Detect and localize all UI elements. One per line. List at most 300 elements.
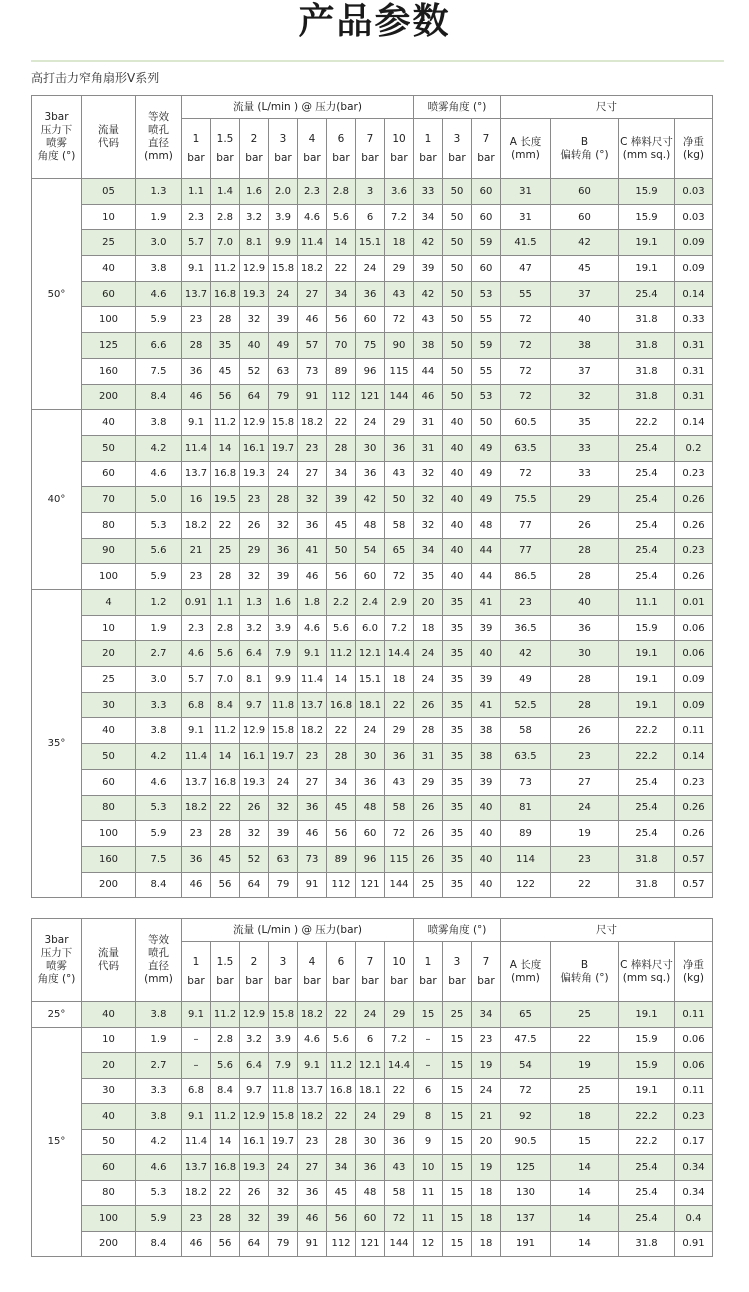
table-cell: 24 (356, 256, 385, 282)
table-cell: 1.1 (211, 590, 240, 616)
table-cell: 3.8 (136, 256, 182, 282)
table-cell: 23 (501, 590, 551, 616)
table-cell: 38 (551, 333, 619, 359)
table-cell: 73 (298, 846, 327, 872)
table-cell: 26 (240, 795, 269, 821)
table-cell: 34 (472, 1002, 501, 1028)
table-cell: 90 (82, 538, 136, 564)
table-row (32, 204, 713, 230)
table-cell: 16.8 (211, 769, 240, 795)
table-cell: 35 (443, 795, 472, 821)
table-cell: 20 (82, 1053, 136, 1079)
table-cell: 49 (472, 487, 501, 513)
table-cell: 160 (82, 358, 136, 384)
spray-group-header: 喷雾角度 (°) (414, 919, 501, 942)
flow-pressure-header (327, 119, 356, 179)
table-cell: 0.31 (675, 384, 713, 410)
pressure-value: 6 (337, 132, 345, 145)
table-cell: 46 (182, 872, 211, 898)
table-cell: 18.2 (298, 1002, 327, 1028)
table-row (32, 384, 713, 410)
table-cell: 15.9 (619, 1053, 675, 1079)
table-cell: 2.8 (211, 204, 240, 230)
table-cell: 5.9 (136, 821, 182, 847)
dim-c-header-line: C 棒料尺寸 (620, 135, 673, 148)
table-cell: 60 (356, 564, 385, 590)
table-cell: 35 (443, 615, 472, 641)
table-cell: 12.9 (240, 256, 269, 282)
table-cell: 63.5 (501, 744, 551, 770)
table-cell: 20 (82, 641, 136, 667)
table-cell: 72 (385, 564, 414, 590)
table-cell: 39 (269, 564, 298, 590)
table-cell: 48 (356, 1180, 385, 1206)
table-cell: 8.4 (136, 1231, 182, 1257)
table-cell: 35 (211, 333, 240, 359)
orifice-header-line: 等效 (148, 934, 169, 946)
table-cell: 144 (385, 1231, 414, 1257)
table-cell: 12.9 (240, 1002, 269, 1028)
table-cell: 5.6 (327, 204, 356, 230)
table-cell: 6.8 (182, 692, 211, 718)
table-cell: 114 (501, 846, 551, 872)
table-cell: 6.4 (240, 641, 269, 667)
table-cell: 63.5 (501, 435, 551, 461)
angle-header-line: 角度 (°) (37, 150, 76, 162)
table-cell: 24 (356, 718, 385, 744)
table-cell: 16.1 (240, 744, 269, 770)
table-cell: 39 (414, 256, 443, 282)
table-cell: 22 (211, 795, 240, 821)
table-cell: 12.9 (240, 1104, 269, 1130)
table-cell: 19.1 (619, 1078, 675, 1104)
table-cell: 0.57 (675, 872, 713, 898)
table-cell: 46 (182, 384, 211, 410)
table-cell: 0.09 (675, 230, 713, 256)
table-cell: 122 (501, 872, 551, 898)
table-cell: 75.5 (501, 487, 551, 513)
table-cell: 23 (182, 821, 211, 847)
table-cell: 8 (414, 1104, 443, 1130)
orifice-header (136, 919, 182, 1002)
table-cell: 22 (385, 1078, 414, 1104)
table-cell: 0.06 (675, 1027, 713, 1053)
table-cell: 115 (385, 358, 414, 384)
table-cell: 9.1 (182, 1104, 211, 1130)
table-cell: 23 (182, 564, 211, 590)
table-cell: 24 (356, 1104, 385, 1130)
table-cell: 54 (501, 1053, 551, 1079)
table-cell: 35 (443, 872, 472, 898)
table-cell: 11 (414, 1206, 443, 1232)
table-cell: 19.1 (619, 256, 675, 282)
table-row (32, 461, 713, 487)
table-row (32, 487, 713, 513)
code-header-line: 流量 (98, 947, 119, 959)
table-cell: 0.34 (675, 1180, 713, 1206)
table-cell: 19.5 (211, 487, 240, 513)
table-cell: 18 (414, 615, 443, 641)
table-row (32, 718, 713, 744)
table-cell: 27 (298, 281, 327, 307)
table-cell: 44 (472, 564, 501, 590)
table-cell: 5.3 (136, 1180, 182, 1206)
table-cell: 0.17 (675, 1129, 713, 1155)
table-cell: 24 (269, 281, 298, 307)
table-cell: 25 (551, 1078, 619, 1104)
table-cell: 121 (356, 1231, 385, 1257)
table-cell: 36 (182, 846, 211, 872)
table-cell: 19.1 (619, 667, 675, 693)
table-cell: 4.6 (136, 1155, 182, 1181)
table-cell: 72 (385, 1206, 414, 1232)
table-cell: 21 (182, 538, 211, 564)
table-cell: 36 (269, 538, 298, 564)
table-cell: 55 (501, 281, 551, 307)
table-row (32, 1078, 713, 1104)
table-cell: 2.8 (211, 615, 240, 641)
pressure-unit: bar (216, 974, 234, 987)
table-cell: 125 (82, 333, 136, 359)
table-cell: 36 (298, 795, 327, 821)
spray-pressure-header (443, 119, 472, 179)
table-cell: 3.8 (136, 1002, 182, 1028)
table-cell: 40 (443, 538, 472, 564)
table-cell: 36 (356, 461, 385, 487)
table-row (32, 1053, 713, 1079)
pressure-value: 10 (392, 132, 406, 145)
table-cell: 36 (385, 744, 414, 770)
table-cell: 33 (551, 435, 619, 461)
table-cell: 0.23 (675, 461, 713, 487)
flow-pressure-header (240, 119, 269, 179)
table-cell: 15.8 (269, 256, 298, 282)
table-cell: 0.57 (675, 846, 713, 872)
table-cell: 3.8 (136, 1104, 182, 1130)
table-row (32, 538, 713, 564)
table-cell: 18.1 (356, 1078, 385, 1104)
pressure-unit: bar (187, 151, 205, 164)
table-cell: 23 (298, 1129, 327, 1155)
table-cell: 200 (82, 384, 136, 410)
table-cell: 112 (327, 1231, 356, 1257)
spray-pressure-header (443, 942, 472, 1002)
table-cell: 4 (82, 590, 136, 616)
table-cell: 56 (327, 564, 356, 590)
table-cell: 31 (414, 744, 443, 770)
header-row-group (32, 919, 713, 942)
table-cell: 40 (443, 435, 472, 461)
table-cell: 50 (472, 410, 501, 436)
table-cell: 0.33 (675, 307, 713, 333)
table-cell: 3.6 (385, 179, 414, 205)
spray-angle-cell: 25° (32, 1002, 82, 1028)
table-cell: 44 (414, 358, 443, 384)
pressure-value: 1 (424, 955, 432, 968)
table-cell: 64 (240, 872, 269, 898)
pressure-value: 1 (192, 955, 200, 968)
table-cell: 60 (356, 821, 385, 847)
table-cell: 47 (501, 256, 551, 282)
table-cell: 112 (327, 872, 356, 898)
flow-pressure-header (182, 942, 211, 1002)
table-cell: 50 (443, 256, 472, 282)
pressure-unit: bar (477, 974, 495, 987)
table-cell: 20 (414, 590, 443, 616)
table-cell: 8.4 (136, 384, 182, 410)
flow-pressure-header (269, 942, 298, 1002)
table-cell: 19.1 (619, 230, 675, 256)
table-cell: 19 (472, 1053, 501, 1079)
table-cell: 5.3 (136, 795, 182, 821)
table-cell: 7.2 (385, 615, 414, 641)
table-cell: 31.8 (619, 384, 675, 410)
orifice-header-line: 直径 (148, 960, 169, 972)
table-cell: 0.14 (675, 281, 713, 307)
pressure-unit: bar (187, 974, 205, 987)
table-cell: 53 (472, 281, 501, 307)
table-cell: 30 (356, 744, 385, 770)
table-cell: 32 (298, 487, 327, 513)
table-row (32, 769, 713, 795)
table-cell: 22 (385, 692, 414, 718)
flow-pressure-header (356, 119, 385, 179)
table-cell: 19.7 (269, 1129, 298, 1155)
table-cell: 22 (211, 1180, 240, 1206)
table-cell: 3.3 (136, 1078, 182, 1104)
table-cell: 0.14 (675, 410, 713, 436)
table-cell: 15 (551, 1129, 619, 1155)
table-cell: 91 (298, 872, 327, 898)
table-cell: 91 (298, 384, 327, 410)
table-cell: 25.4 (619, 564, 675, 590)
table-row (32, 410, 713, 436)
table-cell: 50 (443, 179, 472, 205)
table-cell: 32 (414, 487, 443, 513)
table-cell: 9.1 (182, 256, 211, 282)
flow-group-header: 流量 (L/min ) @ 压力(bar) (182, 96, 414, 119)
table-cell: 11.2 (211, 256, 240, 282)
table-cell: 42 (414, 230, 443, 256)
table-cell: 19.1 (619, 641, 675, 667)
table-cell: 15 (443, 1053, 472, 1079)
table-cell: 91 (298, 1231, 327, 1257)
table-cell: 36 (356, 281, 385, 307)
table-cell: 14 (551, 1206, 619, 1232)
table-cell: 45 (551, 256, 619, 282)
angle-header-line: 3bar (44, 111, 69, 123)
table-cell: 39 (472, 769, 501, 795)
table-cell: 65 (501, 1002, 551, 1028)
table-cell: 1.9 (136, 1027, 182, 1053)
table-cell: 56 (327, 1206, 356, 1232)
table-cell: 50 (385, 487, 414, 513)
pressure-value: 3 (279, 955, 287, 968)
table-cell: 89 (327, 846, 356, 872)
table-cell: 2.4 (356, 590, 385, 616)
header-row-group (32, 96, 713, 119)
pressure-value: 4 (308, 132, 316, 145)
table-cell: 2.7 (136, 1053, 182, 1079)
table-cell: 60 (82, 461, 136, 487)
table-row (32, 795, 713, 821)
table-cell: 0.26 (675, 795, 713, 821)
table-cell: 0.03 (675, 179, 713, 205)
table-cell: 29 (385, 718, 414, 744)
table-cell: 29 (385, 1104, 414, 1130)
table-cell: 11.4 (182, 435, 211, 461)
table-cell: 18.2 (182, 1180, 211, 1206)
table-cell: 24 (356, 1002, 385, 1028)
table-cell: 2.2 (327, 590, 356, 616)
table-cell: 191 (501, 1231, 551, 1257)
table-cell: 19 (472, 1155, 501, 1181)
weight-header-line: 净重 (683, 958, 704, 971)
table-cell: 46 (298, 821, 327, 847)
table-cell: 115 (385, 846, 414, 872)
table-cell: 22.2 (619, 744, 675, 770)
table-cell: 43 (385, 281, 414, 307)
table-cell: 4.2 (136, 435, 182, 461)
pressure-unit: bar (303, 151, 321, 164)
pressure-value: 2 (250, 955, 258, 968)
table-cell: 18.2 (298, 718, 327, 744)
table-cell: 50 (443, 333, 472, 359)
table-cell: 80 (82, 512, 136, 538)
table-cell: 41.5 (501, 230, 551, 256)
table-row (32, 230, 713, 256)
table-row (32, 641, 713, 667)
table-cell: 25 (211, 538, 240, 564)
table-cell: 24 (269, 769, 298, 795)
table-cell: 1.6 (269, 590, 298, 616)
table-cell: 30 (356, 435, 385, 461)
table-cell: 5.9 (136, 307, 182, 333)
pressure-unit: bar (477, 151, 495, 164)
table-cell: 100 (82, 307, 136, 333)
table-cell: 45 (211, 846, 240, 872)
table-cell: 40 (472, 846, 501, 872)
table-cell: 9.7 (240, 1078, 269, 1104)
table-cell: 14 (211, 744, 240, 770)
table-cell: 7.5 (136, 846, 182, 872)
dim-b-header-line: 偏转角 (°) (560, 148, 609, 161)
table-cell: 19 (551, 1053, 619, 1079)
table-cell: 23 (298, 435, 327, 461)
table-cell: 15.9 (619, 179, 675, 205)
table-cell: 63 (269, 358, 298, 384)
table-cell: 32 (240, 307, 269, 333)
table-cell: 1.1 (182, 179, 211, 205)
table-row (32, 872, 713, 898)
table-cell: 18.2 (298, 256, 327, 282)
table-cell: 144 (385, 384, 414, 410)
table-cell: 45 (211, 358, 240, 384)
dim-a-header-line: (mm) (511, 971, 540, 984)
table-cell: 25.4 (619, 769, 675, 795)
table-cell: 60 (356, 307, 385, 333)
dim-b-header-line: B (580, 135, 589, 148)
table-cell: 23 (182, 1206, 211, 1232)
table-cell: 28 (551, 667, 619, 693)
table-cell: 35 (443, 846, 472, 872)
code-header (82, 919, 136, 1002)
table-cell: 15 (443, 1231, 472, 1257)
table-cell: 22.2 (619, 718, 675, 744)
weight-header-line: (kg) (683, 971, 704, 984)
table-cell: 34 (414, 204, 443, 230)
pressure-unit: bar (274, 974, 292, 987)
table-cell: 29 (240, 538, 269, 564)
pressure-value: 3 (453, 132, 461, 145)
table-row (32, 821, 713, 847)
table-cell: 0.09 (675, 667, 713, 693)
dim-c-header (619, 942, 675, 1002)
table-row (32, 615, 713, 641)
table-cell: 40 (240, 333, 269, 359)
table-cell: 15 (443, 1027, 472, 1053)
table-cell: 112 (327, 384, 356, 410)
table-cell: 5.9 (136, 564, 182, 590)
table-cell: 7.5 (136, 358, 182, 384)
table-cell: 11.4 (298, 230, 327, 256)
table-cell: 70 (327, 333, 356, 359)
table-cell: 0.01 (675, 590, 713, 616)
flow-pressure-header (385, 942, 414, 1002)
table-cell: 9.1 (298, 1053, 327, 1079)
table-cell: 72 (501, 333, 551, 359)
table-cell: 36 (298, 1180, 327, 1206)
table-cell: 11.8 (269, 692, 298, 718)
table-row (32, 667, 713, 693)
table-cell: 11.4 (182, 744, 211, 770)
pressure-value: 1.5 (216, 955, 234, 968)
table-cell: 46 (182, 1231, 211, 1257)
table-row (32, 1129, 713, 1155)
table-cell: 29 (385, 410, 414, 436)
table-cell: 33 (414, 179, 443, 205)
table-cell: 65 (385, 538, 414, 564)
table-cell: 6 (356, 1027, 385, 1053)
table-cell: 0.4 (675, 1206, 713, 1232)
pressure-value: 7 (366, 955, 374, 968)
table-cell: 24 (356, 410, 385, 436)
table-cell: 7.0 (211, 230, 240, 256)
table-cell: 42 (501, 641, 551, 667)
table-cell: 16.8 (211, 461, 240, 487)
table-cell: 41 (472, 692, 501, 718)
table-cell: 18.1 (356, 692, 385, 718)
table-cell: 15 (414, 1002, 443, 1028)
table-cell: 31.8 (619, 846, 675, 872)
table-cell: 13.7 (182, 769, 211, 795)
table-cell: 40 (472, 641, 501, 667)
table-cell: 31.8 (619, 872, 675, 898)
table-cell: 4.6 (136, 461, 182, 487)
flow-pressure-header (385, 119, 414, 179)
table-cell: 49 (472, 435, 501, 461)
table-cell: 29 (385, 256, 414, 282)
table-cell: 25.4 (619, 821, 675, 847)
spec-table-2 (31, 918, 713, 1257)
table-cell: 32 (269, 512, 298, 538)
dim-c-header (619, 119, 675, 179)
table-cell: 11.2 (211, 1002, 240, 1028)
dim-b-header (551, 119, 619, 179)
table-cell: 27 (551, 769, 619, 795)
table-cell: 80 (82, 795, 136, 821)
table-cell: 30 (551, 641, 619, 667)
